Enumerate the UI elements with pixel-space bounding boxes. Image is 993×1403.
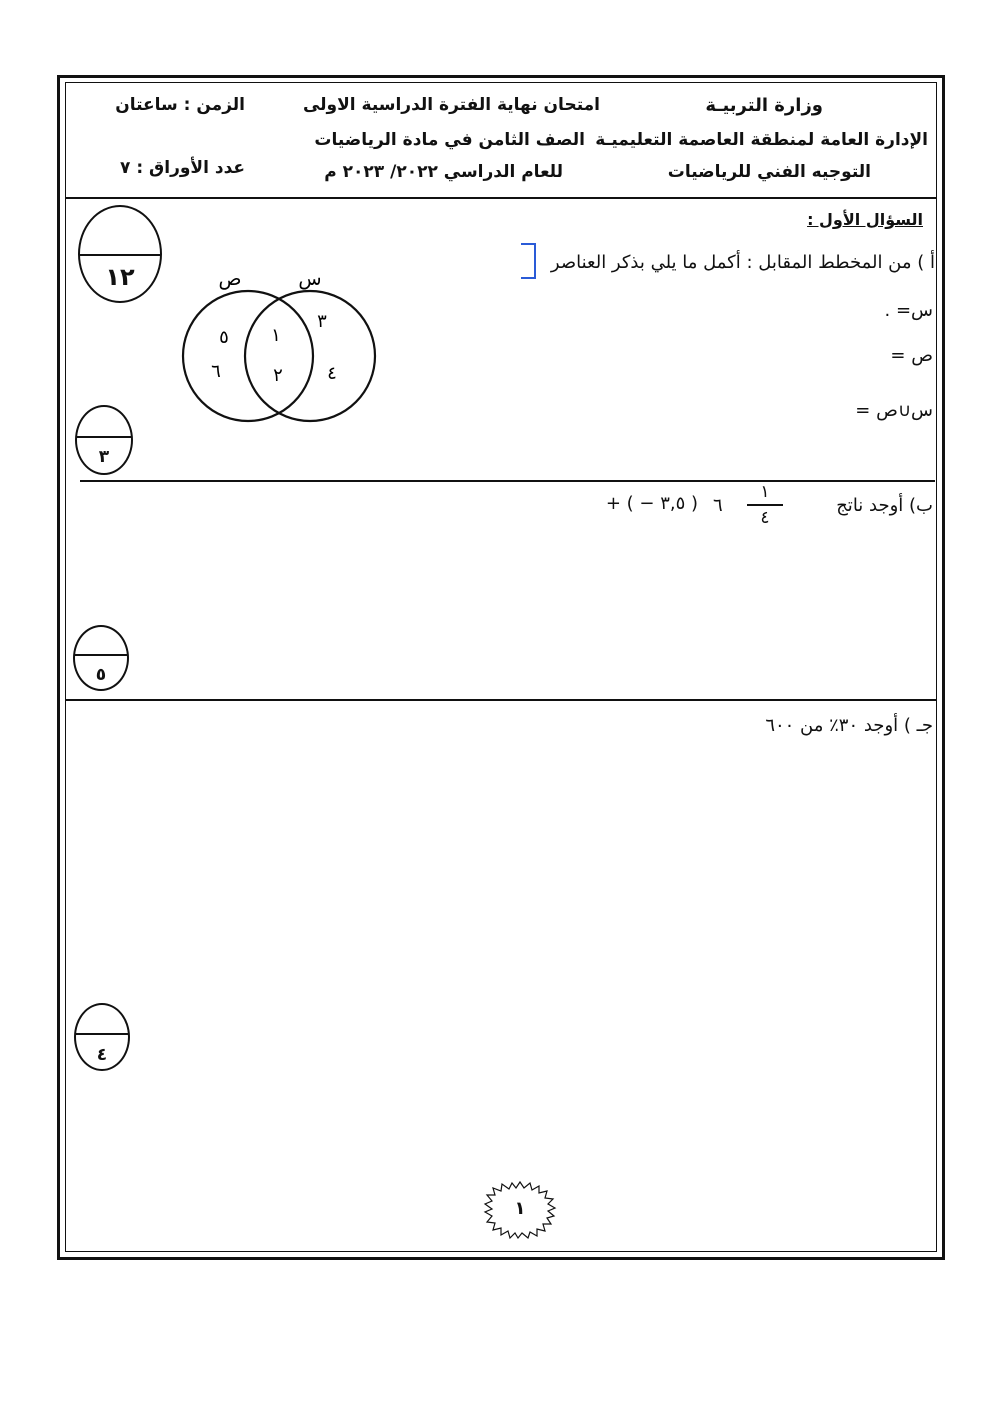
fraction-denominator: ٤: [760, 508, 770, 528]
venn-x-only-2: ٤: [327, 363, 337, 384]
page-number: ١: [514, 1198, 526, 1219]
venn-label-x: س: [298, 268, 322, 290]
ministry-name: وزارة التربيـة: [705, 95, 823, 116]
venn-intersection-1: ١: [271, 325, 281, 346]
total-score-value: ١٢: [105, 263, 135, 291]
department-name: التوجيه الفني للرياضيات: [667, 162, 871, 182]
part-c-score-value: ٤: [96, 1045, 108, 1065]
exam-title: امتحان نهاية الفترة الدراسية الاولى: [302, 95, 600, 115]
part-b-whole: ٦: [713, 495, 723, 516]
part-a-line-union: س∪ص =: [855, 400, 933, 421]
fraction-bar: [747, 504, 783, 506]
part-b-divider: [65, 699, 937, 701]
part-c-score-circle: [74, 1003, 130, 1071]
venn-diagram: [170, 255, 390, 425]
exam-time: الزمن : ساعتان: [115, 95, 245, 115]
part-b-score-value: ٥: [95, 665, 107, 685]
text-cursor: [521, 243, 536, 279]
venn-circle-x: [245, 291, 375, 421]
venn-label-y: ص: [218, 268, 242, 290]
part-a-prompt: أ ) من المخطط المقابل : أكمل ما يلي بذكر العناصر: [550, 252, 935, 273]
fraction-numerator: ١: [760, 482, 770, 502]
part-a-line-x: س= .: [884, 300, 933, 321]
page-number-badge: [480, 1180, 560, 1240]
venn-circle-y: [183, 291, 313, 421]
header-divider: [65, 197, 937, 199]
academic-year: للعام الدراسي ٢٠٢٢/ ٢٠٢٣ م: [324, 162, 563, 182]
part-b-score-circle: [73, 625, 129, 691]
part-c-prompt: جـ ) أوجد ٣٠٪ من ٦٠٠: [765, 715, 933, 736]
part-a-line-y: ص =: [890, 345, 933, 366]
venn-y-only-1: ٥: [219, 327, 229, 348]
question-title: السؤال الأول :: [807, 210, 923, 229]
grade-subject: الصف الثامن في مادة الرياضيات: [314, 130, 585, 150]
part-b-rest: + ( − ٣,٥ ): [605, 493, 698, 514]
part-a-score-circle: [75, 405, 133, 475]
part-a-score-value: ٣: [98, 447, 110, 467]
venn-intersection-2: ٢: [273, 365, 283, 386]
part-b-prompt: ب) أوجد ناتج: [836, 495, 933, 516]
total-score-circle: [78, 205, 162, 303]
part-a-divider: [80, 480, 935, 482]
pages-count: عدد الأوراق : ٧: [120, 158, 245, 178]
directorate-name: الإدارة العامة لمنطقة العاصمة التعليميـة: [595, 130, 928, 150]
venn-y-only-2: ٦: [211, 361, 221, 382]
part-b-fraction: [747, 482, 783, 528]
venn-x-only-1: ٣: [317, 311, 327, 332]
